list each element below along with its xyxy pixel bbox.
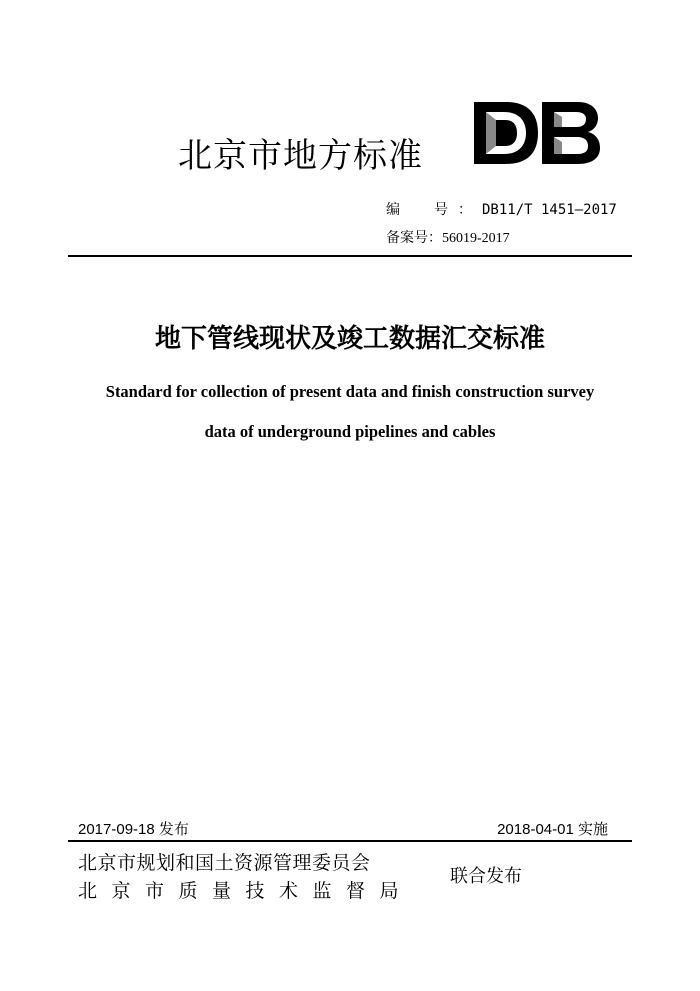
bottom-divider (68, 840, 632, 842)
publish-date: 2017-09-18 发布 (78, 821, 189, 838)
record-label: 备案号： (386, 230, 442, 246)
standard-type-heading: 北京市地方标准 (178, 136, 423, 176)
top-divider (68, 255, 632, 257)
standard-code (386, 199, 617, 219)
joint-release-label: 联合发布 (450, 866, 522, 887)
effective-date: 2018-04-01 实施 (497, 821, 608, 838)
chinese-title: 地下管线现状及竣工数据汇交标准 (154, 324, 545, 354)
english-title-line-1: Standard for collection of present data and finish construction survey (105, 382, 595, 401)
issuer-quality-bureau: 北京市质量技术监督局 (78, 880, 414, 902)
db-logo (472, 100, 602, 166)
record-value: 56019-2017 (442, 231, 510, 246)
code-label: 编 号： (386, 202, 482, 218)
record-number (386, 227, 510, 247)
english-title-line-2: data of underground pipelines and cables (204, 422, 496, 441)
issuer-planning-commission: 北京市规划和国土资源管理委员会 (78, 852, 371, 874)
code-value: DB11/T 1451—2017 (482, 202, 617, 218)
